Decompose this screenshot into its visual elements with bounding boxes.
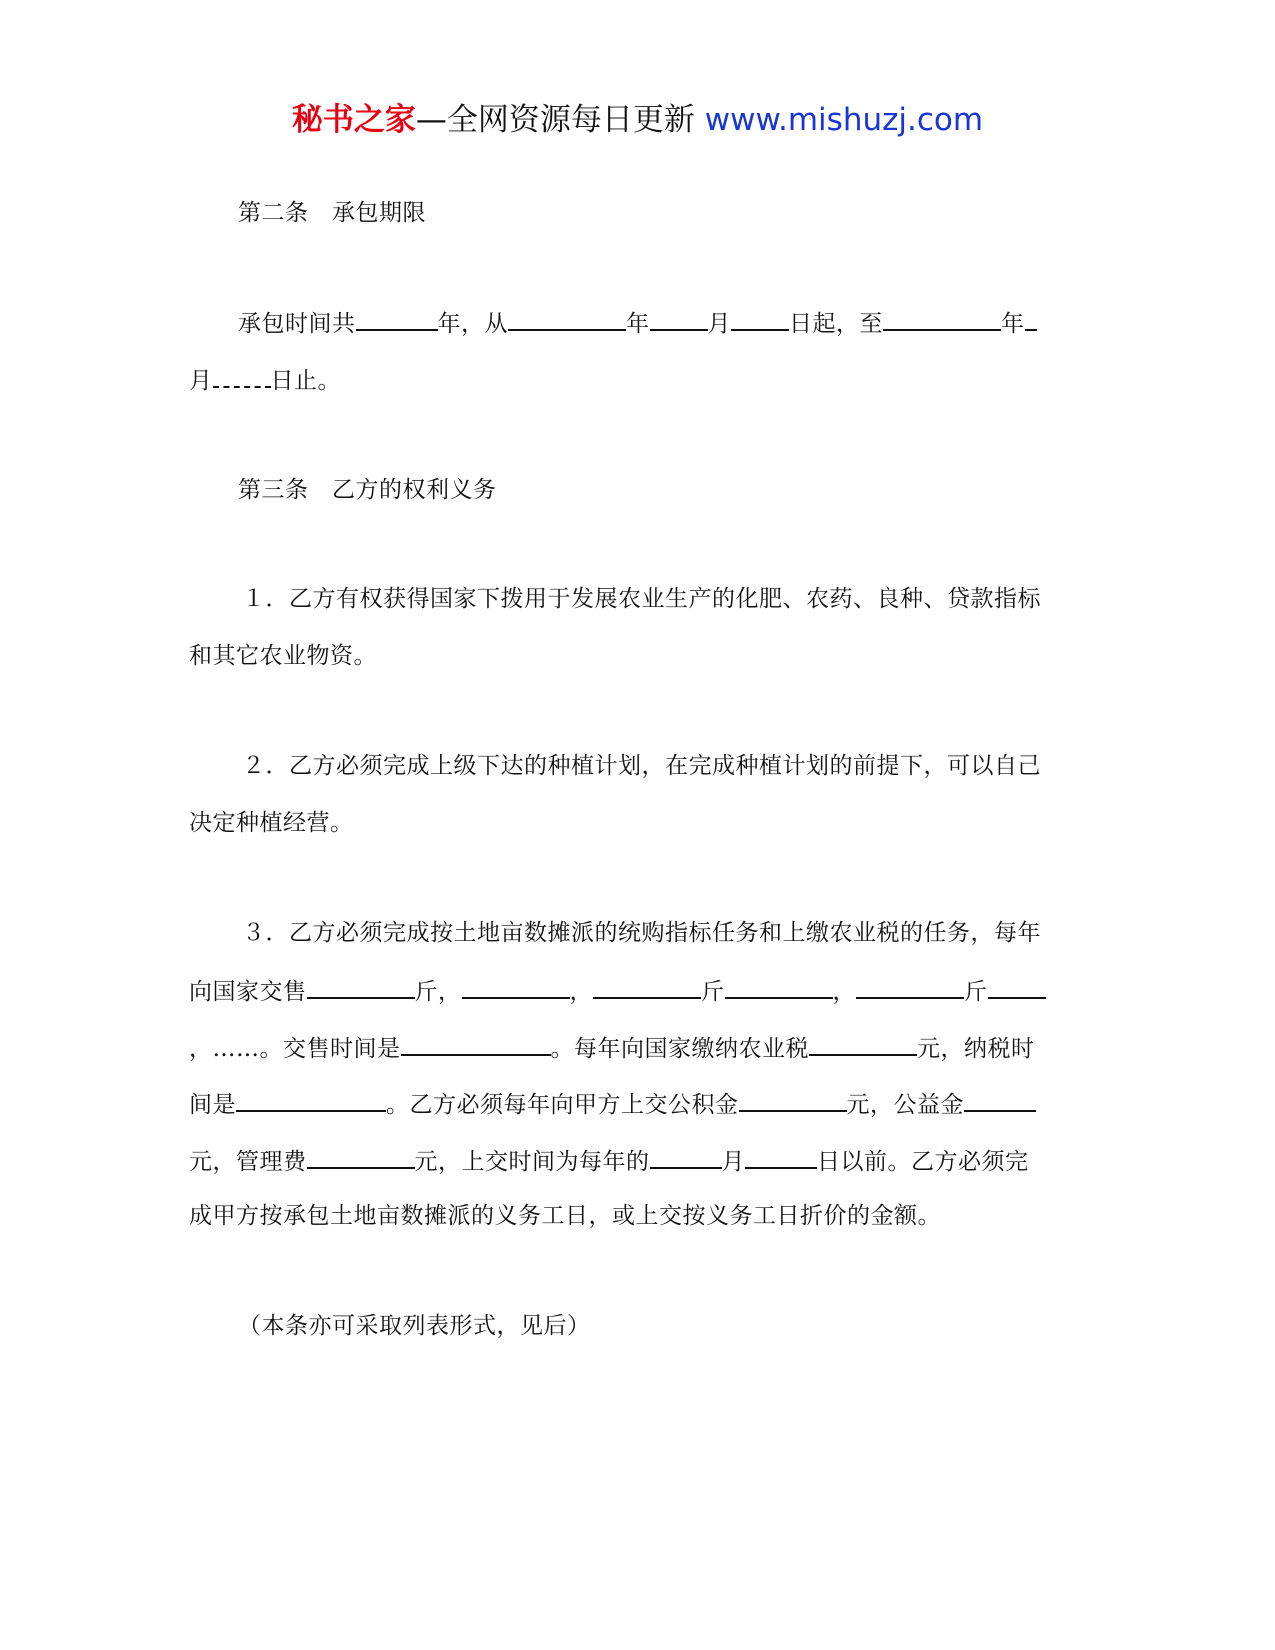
blank-field[interactable]: [650, 305, 708, 331]
blank-field[interactable]: [964, 1086, 1036, 1112]
item-3-line-3: ，……。交售时间是 。每年向国家缴纳农业税 元，纳税时: [189, 1030, 1035, 1065]
blank-field[interactable]: [213, 362, 271, 388]
site-header: [0, 98, 1275, 142]
site-url-link[interactable]: www.mishuzj.com: [704, 102, 984, 138]
item-2-line-2: 决定种植经营。: [189, 810, 354, 836]
blank-field[interactable]: [356, 305, 438, 331]
item-3-line-6: 成甲方按承包土地亩数摊派的义务工日，或上交按义务工日折价的金额。: [189, 1203, 941, 1229]
article-3-title: 第三条 乙方的权利义务: [238, 477, 497, 503]
blank-field[interactable]: [401, 1030, 551, 1056]
blank-field[interactable]: [650, 1143, 722, 1169]
item-3-line-1: ３．乙方必须完成按土地亩数摊派的统购指标任务和上缴农业税的任务，每年: [242, 920, 1041, 946]
blank-field[interactable]: [462, 973, 570, 999]
item-2-line-1: ２．乙方必须完成上级下达的种植计划，在完成种植计划的前提下，可以自己: [242, 753, 1041, 779]
blank-field[interactable]: [731, 305, 789, 331]
item-3-line-5: 元，管理费 元，上交时间为每年的 月 日以前。乙方必须完: [189, 1143, 1029, 1178]
article-2-line-1: 承包时间共 年，从 年 月 日起，至 年: [238, 305, 1037, 340]
site-brand: 秘书之家: [291, 102, 416, 138]
item-1-line-2: 和其它农业物资。: [189, 643, 377, 669]
blank-field[interactable]: [739, 1086, 847, 1112]
blank-field[interactable]: [883, 305, 1001, 331]
item-3-line-4: 间是 。乙方必须每年向甲方上交公积金 元，公益金: [189, 1086, 1036, 1121]
item-1-line-1: １．乙方有权获得国家下拨用于发展农业生产的化肥、农药、良种、贷款指标: [242, 586, 1041, 612]
blank-field[interactable]: [725, 973, 833, 999]
blank-field[interactable]: [745, 1143, 817, 1169]
article-2-title: 第二条 承包期限: [238, 200, 426, 226]
blank-field[interactable]: [1025, 305, 1037, 331]
blank-field[interactable]: [307, 973, 415, 999]
blank-field[interactable]: [236, 1086, 386, 1112]
site-tagline: —全网资源每日更新: [415, 102, 705, 138]
blank-field[interactable]: [508, 305, 626, 331]
item-3-line-2: 向国家交售 斤， ， 斤 ， 斤: [189, 973, 1046, 1008]
blank-field[interactable]: [988, 973, 1046, 999]
blank-field[interactable]: [809, 1030, 917, 1056]
article-3-note: （本条亦可采取列表形式，见后）: [238, 1313, 591, 1339]
blank-field[interactable]: [307, 1143, 415, 1169]
blank-field[interactable]: [856, 973, 964, 999]
article-2-line-2: 月 日止。: [189, 362, 341, 397]
blank-field[interactable]: [593, 973, 701, 999]
